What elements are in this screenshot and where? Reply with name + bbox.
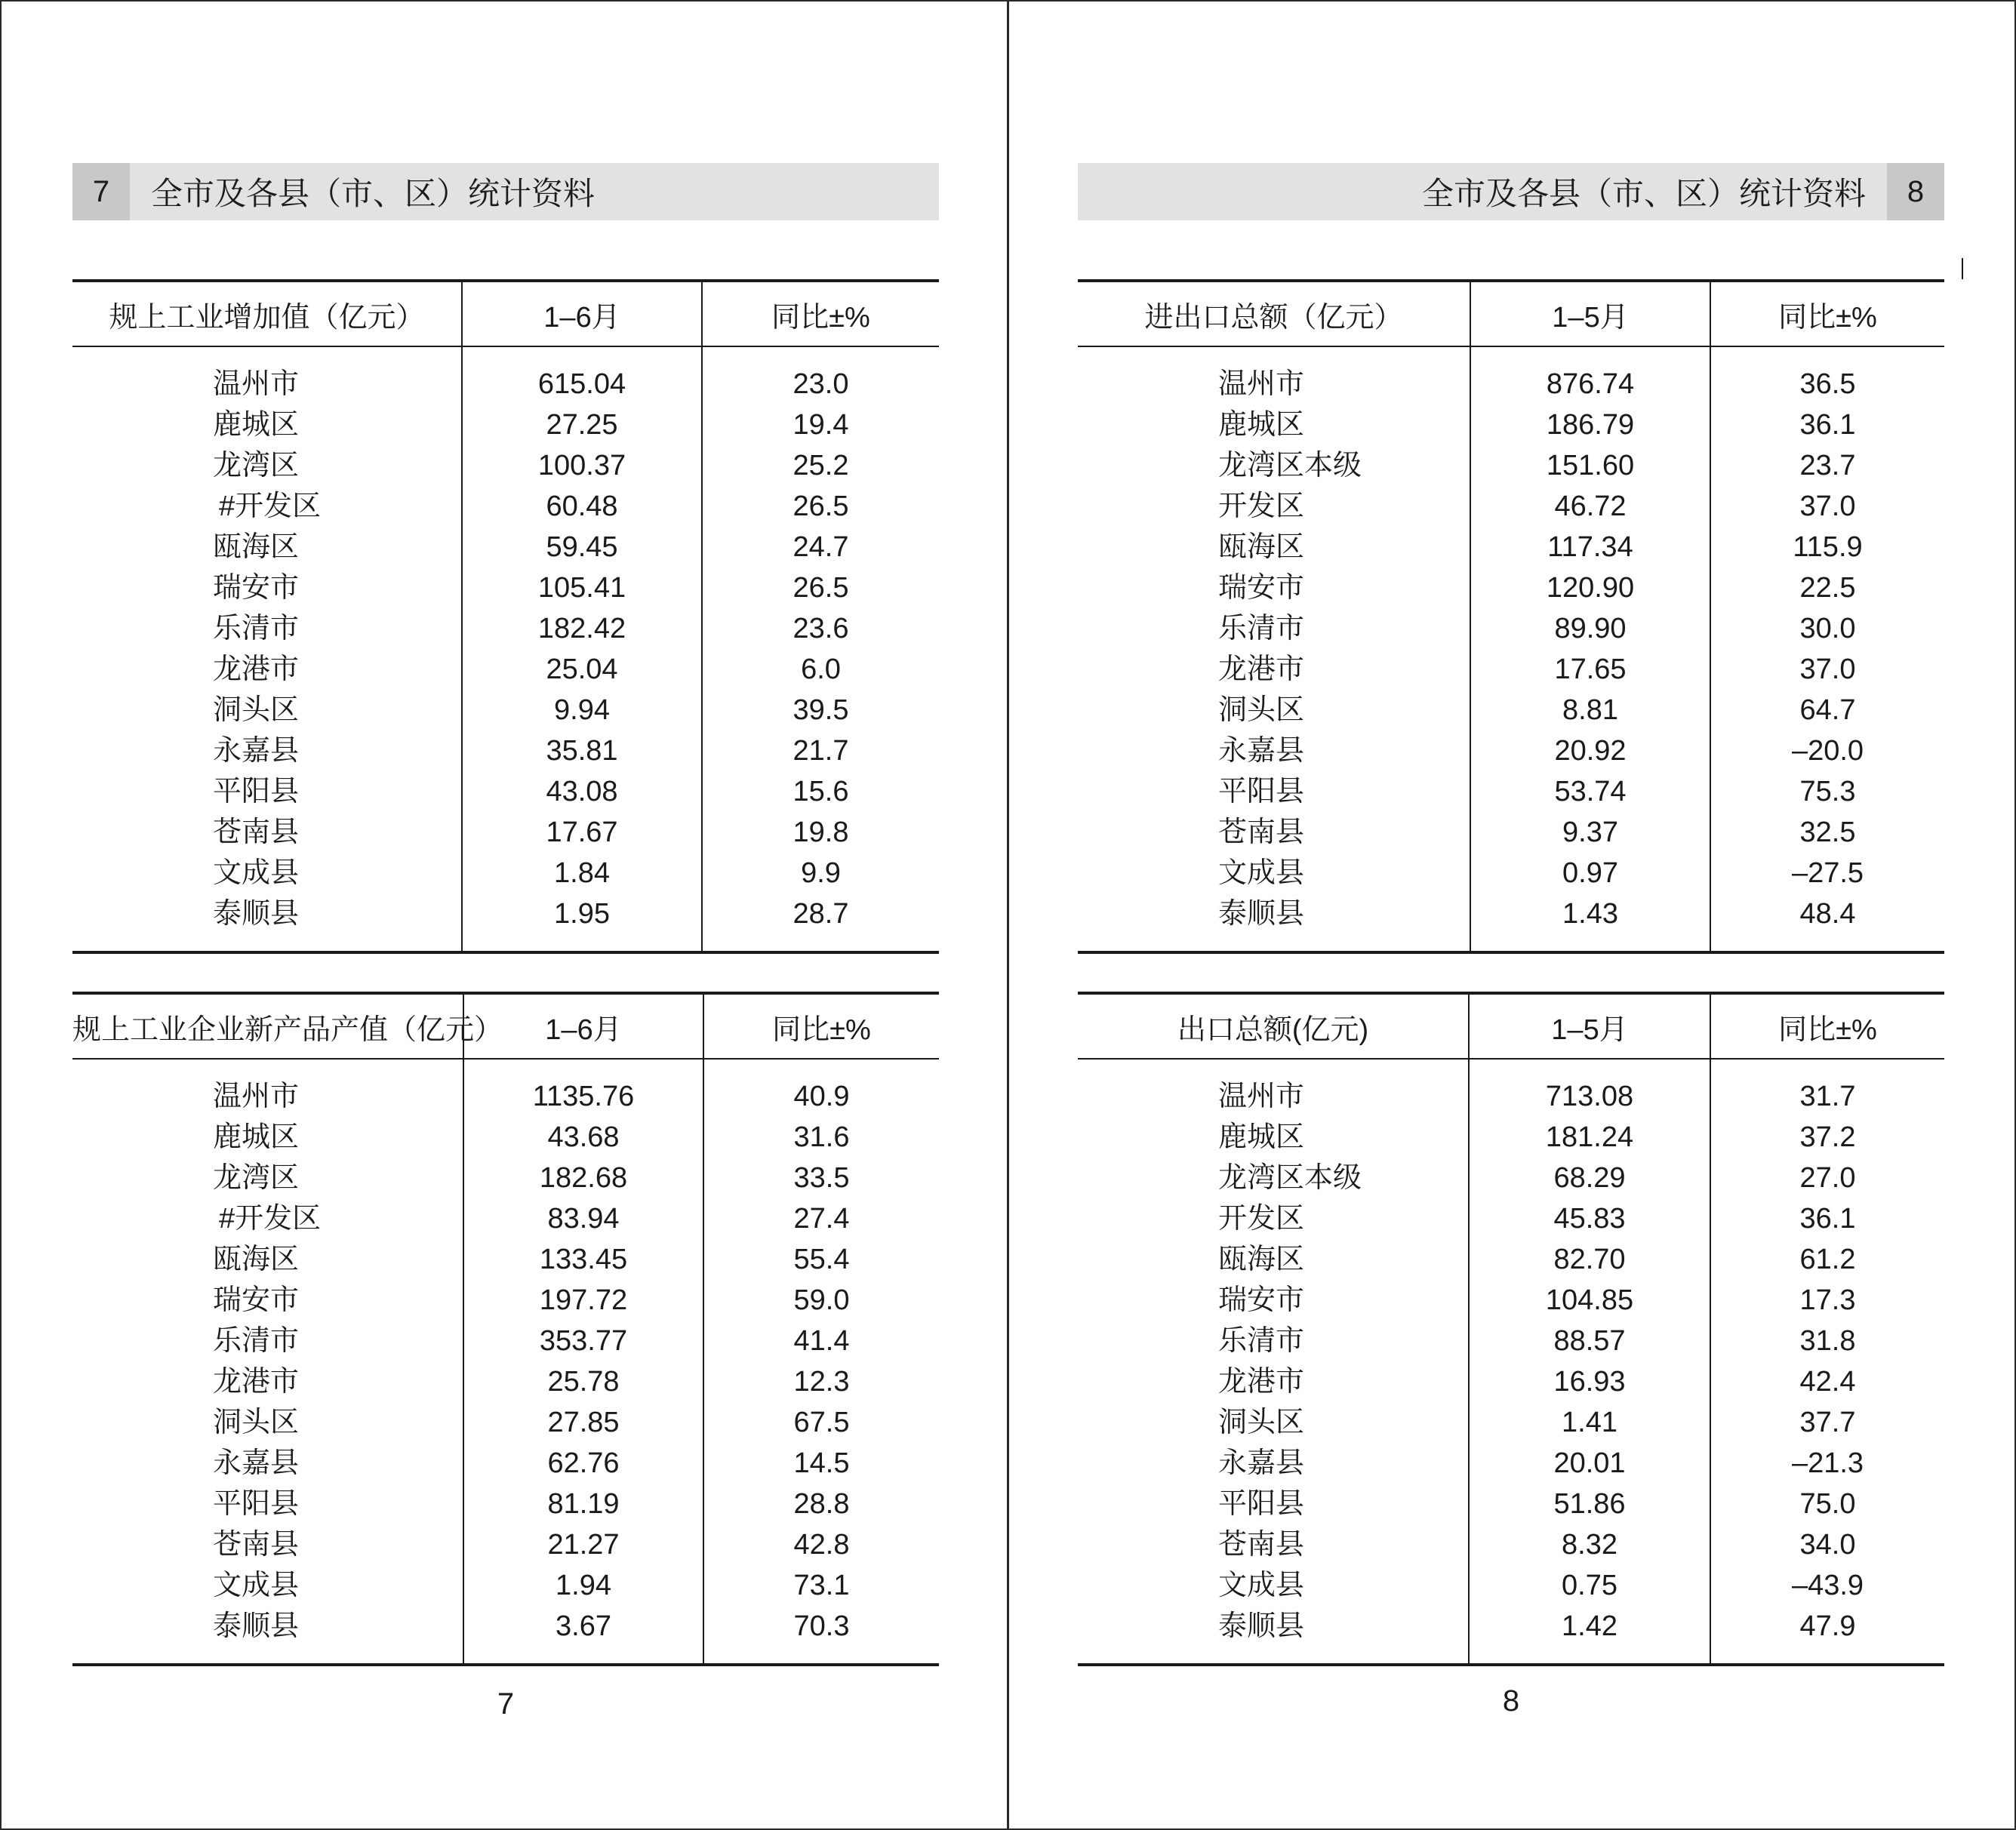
yoy-change-cell: 33.5 bbox=[703, 1158, 939, 1198]
value-cell: 89.90 bbox=[1470, 608, 1710, 649]
value-cell: 615.04 bbox=[462, 346, 702, 404]
table-row bbox=[72, 346, 939, 404]
table-row bbox=[1078, 649, 1944, 690]
table-row bbox=[1078, 404, 1944, 445]
value-cell: 133.45 bbox=[463, 1239, 703, 1280]
region-name-cell: 洞头区 bbox=[213, 694, 300, 726]
yoy-change-cell: –27.5 bbox=[1710, 853, 1944, 893]
table-row bbox=[72, 1361, 939, 1402]
region-name-cell: 瓯海区 bbox=[1218, 1244, 1305, 1275]
industrial-value-added-table bbox=[72, 279, 939, 954]
column-header: 规上工业企业新产品产值（亿元） bbox=[72, 993, 463, 1059]
value-cell: 20.01 bbox=[1469, 1443, 1710, 1484]
table-row bbox=[72, 1606, 939, 1665]
yoy-change-cell: 6.0 bbox=[702, 649, 939, 690]
yoy-change-cell: 75.0 bbox=[1710, 1484, 1944, 1524]
table-row bbox=[1078, 853, 1944, 893]
region-name-cell: 瑞安市 bbox=[1218, 1284, 1305, 1316]
header-title: 全市及各县（市、区）统计资料 bbox=[1421, 176, 1866, 211]
region-name-cell: 文成县 bbox=[213, 857, 300, 889]
region-name-cell: 瓯海区 bbox=[1218, 531, 1305, 563]
table-row bbox=[1078, 445, 1944, 486]
value-cell: 181.24 bbox=[1469, 1117, 1710, 1158]
yoy-change-cell: 40.9 bbox=[703, 1059, 939, 1117]
yoy-change-cell: 31.7 bbox=[1710, 1059, 1944, 1117]
yoy-change-cell: 21.7 bbox=[702, 730, 939, 771]
yoy-change-cell: 24.7 bbox=[702, 527, 939, 567]
value-cell: 186.79 bbox=[1470, 404, 1710, 445]
region-name-cell: 温州市 bbox=[1218, 1081, 1305, 1112]
yoy-change-cell: 41.4 bbox=[703, 1321, 939, 1361]
value-cell: 17.67 bbox=[462, 812, 702, 853]
yoy-change-cell: 19.4 bbox=[702, 404, 939, 445]
value-cell: 197.72 bbox=[463, 1280, 703, 1321]
yoy-change-cell: –20.0 bbox=[1710, 730, 1944, 771]
value-cell: 1.95 bbox=[462, 893, 702, 952]
value-cell: 0.97 bbox=[1470, 853, 1710, 893]
table-row bbox=[72, 445, 939, 486]
table-row bbox=[1078, 486, 1944, 527]
table-body bbox=[1078, 346, 1944, 952]
region-name-cell: 苍南县 bbox=[213, 817, 300, 848]
yoy-change-cell: 31.6 bbox=[703, 1117, 939, 1158]
region-name-cell: 文成县 bbox=[1218, 1570, 1305, 1601]
yoy-change-cell: 25.2 bbox=[702, 445, 939, 486]
table-row bbox=[72, 1524, 939, 1565]
header-page-number: 7 bbox=[72, 163, 130, 220]
yoy-change-cell: 28.8 bbox=[703, 1484, 939, 1524]
yoy-change-cell: 42.8 bbox=[703, 1524, 939, 1565]
value-cell: 62.76 bbox=[463, 1443, 703, 1484]
yoy-change-cell: 70.3 bbox=[703, 1606, 939, 1665]
region-name-cell: #开发区 bbox=[219, 1203, 322, 1235]
region-name-cell: 温州市 bbox=[213, 1081, 300, 1112]
value-cell: 25.04 bbox=[462, 649, 702, 690]
value-cell: 59.45 bbox=[462, 527, 702, 567]
table-row bbox=[1078, 1059, 1944, 1117]
table-row bbox=[72, 1280, 939, 1321]
value-cell: 117.34 bbox=[1470, 527, 1710, 567]
value-cell: 51.86 bbox=[1469, 1484, 1710, 1524]
table-row bbox=[1078, 527, 1944, 567]
value-cell: 9.37 bbox=[1470, 812, 1710, 853]
table-row bbox=[1078, 1361, 1944, 1402]
value-cell: 21.27 bbox=[463, 1524, 703, 1565]
import-export-total-table bbox=[1078, 279, 1944, 954]
yoy-change-cell: 9.9 bbox=[702, 853, 939, 893]
column-header: 规上工业增加值（亿元） bbox=[72, 281, 462, 346]
table-row bbox=[72, 649, 939, 690]
region-name-cell: 文成县 bbox=[1218, 857, 1305, 889]
table-row bbox=[1078, 1198, 1944, 1239]
header-tick-mark bbox=[1962, 258, 1963, 279]
value-cell: 53.74 bbox=[1470, 771, 1710, 812]
region-name-cell: 泰顺县 bbox=[1078, 1606, 1469, 1665]
table-row bbox=[1078, 1321, 1944, 1361]
table-row bbox=[1078, 1402, 1944, 1443]
yoy-change-cell: 48.4 bbox=[1710, 893, 1944, 952]
yoy-change-cell: 15.6 bbox=[702, 771, 939, 812]
yoy-change-cell: 64.7 bbox=[1710, 690, 1944, 730]
value-cell: 20.92 bbox=[1470, 730, 1710, 771]
region-name-cell: 龙港市 bbox=[1218, 654, 1305, 685]
region-name-cell: 开发区 bbox=[1218, 1203, 1305, 1235]
table-row bbox=[1078, 1280, 1944, 1321]
value-cell: 1.84 bbox=[462, 853, 702, 893]
column-header: 1–6月 bbox=[462, 281, 702, 346]
table-body bbox=[1078, 1059, 1944, 1665]
yoy-change-cell: 19.8 bbox=[702, 812, 939, 853]
column-header: 出口总额(亿元) bbox=[1078, 993, 1469, 1059]
table-row bbox=[72, 608, 939, 649]
yoy-change-cell: 39.5 bbox=[702, 690, 939, 730]
table-row bbox=[72, 1117, 939, 1158]
table-body bbox=[72, 1059, 939, 1665]
value-cell: 45.83 bbox=[1469, 1198, 1710, 1239]
value-cell: 1135.76 bbox=[463, 1059, 703, 1117]
table-row bbox=[72, 1321, 939, 1361]
yoy-change-cell: 36.1 bbox=[1710, 404, 1944, 445]
yoy-change-cell: 37.0 bbox=[1710, 649, 1944, 690]
value-cell: 120.90 bbox=[1470, 567, 1710, 608]
table-row bbox=[72, 1402, 939, 1443]
value-cell: 68.29 bbox=[1469, 1158, 1710, 1198]
table-row bbox=[72, 404, 939, 445]
value-cell: 182.68 bbox=[463, 1158, 703, 1198]
region-name-cell: 龙湾区 bbox=[213, 1162, 300, 1194]
yoy-change-cell: 37.0 bbox=[1710, 486, 1944, 527]
region-name-cell: 洞头区 bbox=[1218, 1407, 1305, 1438]
yoy-change-cell: 42.4 bbox=[1710, 1361, 1944, 1402]
region-name-cell: 乐清市 bbox=[213, 613, 300, 644]
region-name-cell: 乐清市 bbox=[1218, 613, 1305, 644]
new-product-output-table bbox=[72, 992, 939, 1666]
table-row bbox=[1078, 1565, 1944, 1606]
value-cell: 17.65 bbox=[1470, 649, 1710, 690]
value-cell: 151.60 bbox=[1470, 445, 1710, 486]
region-name-cell: 文成县 bbox=[213, 1570, 300, 1601]
region-name-cell: 苍南县 bbox=[213, 1529, 300, 1561]
yoy-change-cell: 36.1 bbox=[1710, 1198, 1944, 1239]
yoy-change-cell: 36.5 bbox=[1710, 346, 1944, 404]
value-cell: 182.42 bbox=[462, 608, 702, 649]
header-title: 全市及各县（市、区）统计资料 bbox=[151, 176, 596, 211]
region-name-cell: 永嘉县 bbox=[213, 1447, 300, 1479]
yoy-change-cell: 12.3 bbox=[703, 1361, 939, 1402]
region-name-cell: 瑞安市 bbox=[213, 1284, 300, 1316]
region-name-cell: 温州市 bbox=[1218, 368, 1305, 400]
table-row bbox=[72, 1565, 939, 1606]
value-cell: 9.94 bbox=[462, 690, 702, 730]
value-cell: 25.78 bbox=[463, 1361, 703, 1402]
yoy-change-cell: –43.9 bbox=[1710, 1565, 1944, 1606]
value-cell: 43.08 bbox=[462, 771, 702, 812]
yoy-change-cell: 23.7 bbox=[1710, 445, 1944, 486]
export-total-table bbox=[1078, 992, 1944, 1666]
region-name-cell: 龙港市 bbox=[213, 654, 300, 685]
region-name-cell: 瓯海区 bbox=[213, 531, 300, 563]
region-name-cell: 平阳县 bbox=[213, 776, 300, 807]
table-row bbox=[1078, 730, 1944, 771]
region-name-cell: 龙湾区本级 bbox=[1218, 1162, 1362, 1194]
yoy-change-cell: 32.5 bbox=[1710, 812, 1944, 853]
table-row bbox=[72, 567, 939, 608]
region-name-cell: 温州市 bbox=[213, 368, 300, 400]
yoy-change-cell: 73.1 bbox=[703, 1565, 939, 1606]
value-cell: 1.94 bbox=[463, 1565, 703, 1606]
yoy-change-cell: 67.5 bbox=[703, 1402, 939, 1443]
table-row bbox=[72, 1198, 939, 1239]
column-header: 同比±% bbox=[702, 281, 939, 346]
spine-divider bbox=[1007, 0, 1009, 1830]
value-cell: 0.75 bbox=[1469, 1565, 1710, 1606]
yoy-change-cell: 27.4 bbox=[703, 1198, 939, 1239]
region-name-cell: 泰顺县 bbox=[1078, 893, 1470, 952]
value-cell: 3.67 bbox=[463, 1606, 703, 1665]
value-cell: 60.48 bbox=[462, 486, 702, 527]
value-cell: 27.25 bbox=[462, 404, 702, 445]
value-cell: 8.32 bbox=[1469, 1524, 1710, 1565]
value-cell: 88.57 bbox=[1469, 1321, 1710, 1361]
yoy-change-cell: 37.7 bbox=[1710, 1402, 1944, 1443]
table-row bbox=[72, 1484, 939, 1524]
value-cell: 1.43 bbox=[1470, 893, 1710, 952]
running-header bbox=[1078, 163, 1944, 220]
table-row bbox=[72, 527, 939, 567]
yoy-change-cell: 61.2 bbox=[1710, 1239, 1944, 1280]
value-cell: 1.41 bbox=[1469, 1402, 1710, 1443]
yoy-change-cell: 14.5 bbox=[703, 1443, 939, 1484]
region-name-cell: 苍南县 bbox=[1218, 1529, 1305, 1561]
table-row bbox=[1078, 812, 1944, 853]
column-header: 同比±% bbox=[703, 993, 939, 1059]
value-cell: 100.37 bbox=[462, 445, 702, 486]
table-row bbox=[72, 853, 939, 893]
table-row bbox=[1078, 771, 1944, 812]
table-row bbox=[72, 1443, 939, 1484]
table-body bbox=[72, 346, 939, 952]
region-name-cell: 龙港市 bbox=[213, 1366, 300, 1398]
yoy-change-cell: 55.4 bbox=[703, 1239, 939, 1280]
yoy-change-cell: 26.5 bbox=[702, 567, 939, 608]
yoy-change-cell: 59.0 bbox=[703, 1280, 939, 1321]
table-row bbox=[72, 690, 939, 730]
value-cell: 82.70 bbox=[1469, 1239, 1710, 1280]
table-row bbox=[1078, 1239, 1944, 1280]
left-page bbox=[72, 0, 939, 1830]
yoy-change-cell: 28.7 bbox=[702, 893, 939, 952]
page-number: 8 bbox=[1502, 1684, 1520, 1718]
right-page bbox=[1078, 0, 1944, 1830]
region-name-cell: 瑞安市 bbox=[213, 572, 300, 604]
value-cell: 83.94 bbox=[463, 1198, 703, 1239]
table-row bbox=[72, 1059, 939, 1117]
table-header-row bbox=[72, 281, 939, 346]
table-row bbox=[1078, 346, 1944, 404]
region-name-cell: 苍南县 bbox=[1218, 817, 1305, 848]
column-header: 同比±% bbox=[1710, 993, 1944, 1059]
table-row bbox=[1078, 1443, 1944, 1484]
value-cell: 713.08 bbox=[1469, 1059, 1710, 1117]
page-number: 7 bbox=[497, 1687, 515, 1721]
table-row bbox=[1078, 1117, 1944, 1158]
table-header-row bbox=[1078, 993, 1944, 1059]
table-row bbox=[1078, 1484, 1944, 1524]
column-header: 1–5月 bbox=[1470, 281, 1710, 346]
region-name-cell: 鹿城区 bbox=[213, 409, 300, 441]
value-cell: 8.81 bbox=[1470, 690, 1710, 730]
yoy-change-cell: 30.0 bbox=[1710, 608, 1944, 649]
region-name-cell: 泰顺县 bbox=[72, 1606, 463, 1665]
table-row bbox=[72, 893, 939, 952]
yoy-change-cell: 26.5 bbox=[702, 486, 939, 527]
region-name-cell: 鹿城区 bbox=[1218, 409, 1305, 441]
region-name-cell: 开发区 bbox=[1218, 491, 1305, 522]
yoy-change-cell: 23.0 bbox=[702, 346, 939, 404]
column-header: 1–6月 bbox=[463, 993, 703, 1059]
table-row bbox=[72, 1239, 939, 1280]
region-name-cell: 乐清市 bbox=[1218, 1325, 1305, 1357]
value-cell: 81.19 bbox=[463, 1484, 703, 1524]
value-cell: 105.41 bbox=[462, 567, 702, 608]
region-name-cell: 平阳县 bbox=[1218, 1488, 1305, 1520]
value-cell: 16.93 bbox=[1469, 1361, 1710, 1402]
value-cell: 43.68 bbox=[463, 1117, 703, 1158]
yoy-change-cell: 23.6 bbox=[702, 608, 939, 649]
value-cell: 46.72 bbox=[1470, 486, 1710, 527]
region-name-cell: 乐清市 bbox=[213, 1325, 300, 1357]
region-name-cell: 洞头区 bbox=[213, 1407, 300, 1438]
table-row bbox=[1078, 608, 1944, 649]
column-header: 进出口总额（亿元） bbox=[1078, 281, 1470, 346]
yoy-change-cell: 75.3 bbox=[1710, 771, 1944, 812]
region-name-cell: #开发区 bbox=[219, 491, 322, 522]
region-name-cell: 龙港市 bbox=[1218, 1366, 1305, 1398]
column-header: 1–5月 bbox=[1469, 993, 1710, 1059]
region-name-cell: 鹿城区 bbox=[1218, 1121, 1305, 1153]
value-cell: 27.85 bbox=[463, 1402, 703, 1443]
yoy-change-cell: 27.0 bbox=[1710, 1158, 1944, 1198]
value-cell: 876.74 bbox=[1470, 346, 1710, 404]
table-header-row bbox=[1078, 281, 1944, 346]
yoy-change-cell: 17.3 bbox=[1710, 1280, 1944, 1321]
yoy-change-cell: 47.9 bbox=[1710, 1606, 1944, 1665]
yoy-change-cell: 34.0 bbox=[1710, 1524, 1944, 1565]
region-name-cell: 龙湾区本级 bbox=[1218, 450, 1362, 481]
table-row bbox=[1078, 1606, 1944, 1665]
yoy-change-cell: 31.8 bbox=[1710, 1321, 1944, 1361]
region-name-cell: 洞头区 bbox=[1218, 694, 1305, 726]
value-cell: 104.85 bbox=[1469, 1280, 1710, 1321]
table-header-row bbox=[72, 993, 939, 1059]
running-header bbox=[72, 163, 939, 220]
region-name-cell: 瓯海区 bbox=[213, 1244, 300, 1275]
table-row bbox=[1078, 690, 1944, 730]
yoy-change-cell: 37.2 bbox=[1710, 1117, 1944, 1158]
region-name-cell: 鹿城区 bbox=[213, 1121, 300, 1153]
region-name-cell: 瑞安市 bbox=[1218, 572, 1305, 604]
region-name-cell: 龙湾区 bbox=[213, 450, 300, 481]
table-row bbox=[72, 730, 939, 771]
region-name-cell: 永嘉县 bbox=[213, 735, 300, 767]
region-name-cell: 平阳县 bbox=[1218, 776, 1305, 807]
region-name-cell: 平阳县 bbox=[213, 1488, 300, 1520]
column-header: 同比±% bbox=[1710, 281, 1944, 346]
yoy-change-cell: –21.3 bbox=[1710, 1443, 1944, 1484]
value-cell: 35.81 bbox=[462, 730, 702, 771]
yoy-change-cell: 115.9 bbox=[1710, 527, 1944, 567]
table-row bbox=[1078, 1524, 1944, 1565]
header-page-number: 8 bbox=[1887, 163, 1944, 220]
table-row bbox=[1078, 1158, 1944, 1198]
value-cell: 1.42 bbox=[1469, 1606, 1710, 1665]
region-name-cell: 永嘉县 bbox=[1218, 735, 1305, 767]
table-row bbox=[72, 771, 939, 812]
table-row bbox=[72, 812, 939, 853]
table-row bbox=[72, 1158, 939, 1198]
yoy-change-cell: 22.5 bbox=[1710, 567, 1944, 608]
value-cell: 353.77 bbox=[463, 1321, 703, 1361]
table-row bbox=[1078, 893, 1944, 952]
region-name-cell: 泰顺县 bbox=[72, 893, 462, 952]
table-row bbox=[1078, 567, 1944, 608]
region-name-cell: 永嘉县 bbox=[1218, 1447, 1305, 1479]
table-row bbox=[72, 486, 939, 527]
